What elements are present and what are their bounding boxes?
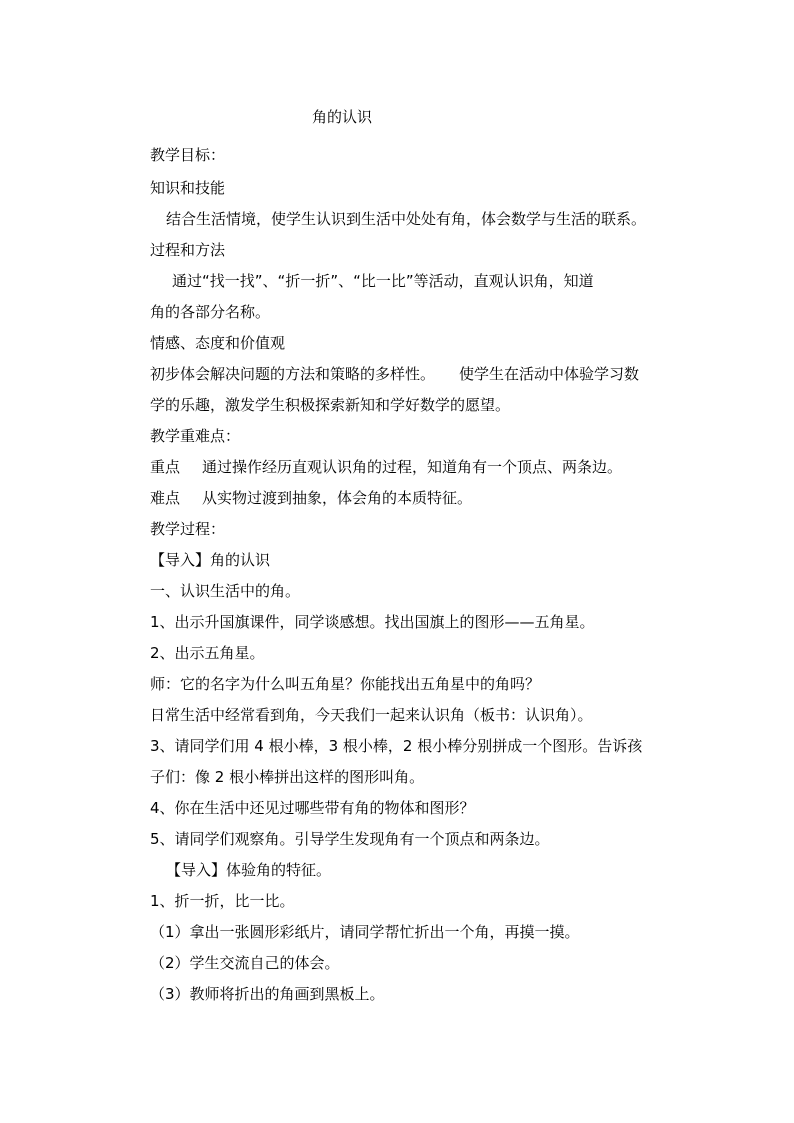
paragraph: 通过“找一找”、“折一折”、“比一比”等活动，直观认识角，知道	[172, 272, 594, 290]
list-item: 1、折一折，比一比。	[150, 892, 295, 910]
paragraph: 角的各部分名称。	[150, 303, 271, 321]
paragraph: 子们：像 2 根小棒拼出这样的图形叫角。	[150, 768, 425, 786]
list-item: 4、你在生活中还见过哪些带有角的物体和图形？	[150, 799, 475, 817]
list-item: （1）拿出一张圆形彩纸片，请同学帮忙折出一个角，再摸一摸。	[150, 923, 580, 941]
paragraph: 日常生活中经常看到角，今天我们一起来认识角（板书：认识角）。	[150, 706, 593, 724]
sub-heading: 【导入】体验角的特征。	[166, 861, 332, 879]
paragraph: 一、认识生活中的角。	[150, 582, 301, 600]
list-item: 3、请同学们用 4 根小棒，3 根小棒，2 根小棒分别拼成一个图形。告诉孩	[150, 737, 643, 755]
paragraph	[150, 364, 639, 384]
sub-heading: 【导入】角的认识	[150, 551, 271, 569]
list-item: 5、请同学们观察角。引导学生发现角有一个顶点和两条边。	[150, 830, 550, 848]
paragraph: 学的乐趣，激发学生积极探索新知和学好数学的愿望。	[150, 396, 511, 414]
paragraph-part: 使学生在活动中体验学习数	[459, 365, 640, 383]
key-point	[150, 457, 622, 477]
section-heading: 教学重难点：	[150, 427, 241, 445]
paragraph-part: 初步体会解决问题的方法和策略的多样性。	[150, 365, 436, 383]
list-item: 1、出示升国旗课件，同学谈感想。找出国旗上的图形——五角星。	[150, 613, 595, 631]
section-heading: 教学过程：	[150, 520, 226, 538]
list-item: （3）教师将折出的角画到黑板上。	[150, 985, 385, 1003]
label: 难点	[150, 489, 181, 507]
list-item: （2）学生交流自己的体会。	[150, 954, 340, 972]
text: 通过操作经历直观认识角的过程，知道角有一个顶点、两条边。	[202, 458, 623, 476]
paragraph: 结合生活情境，使学生认识到生活中处处有角，体会数学与生活的联系。	[166, 210, 647, 228]
section-heading: 教学目标：	[150, 146, 226, 164]
sub-heading: 过程和方法	[150, 241, 226, 259]
label: 重点	[150, 458, 181, 476]
paragraph: 师：它的名字为什么叫五角星？你能找出五角星中的角吗？	[150, 675, 541, 693]
document-title: 角的认识	[312, 108, 373, 126]
difficult-point	[150, 488, 472, 508]
sub-heading: 情感、态度和价值观	[150, 334, 286, 352]
sub-heading: 知识和技能	[150, 179, 226, 197]
text: 从实物过渡到抽象，体会角的本质特征。	[202, 489, 473, 507]
list-item: 2、出示五角星。	[150, 644, 265, 662]
